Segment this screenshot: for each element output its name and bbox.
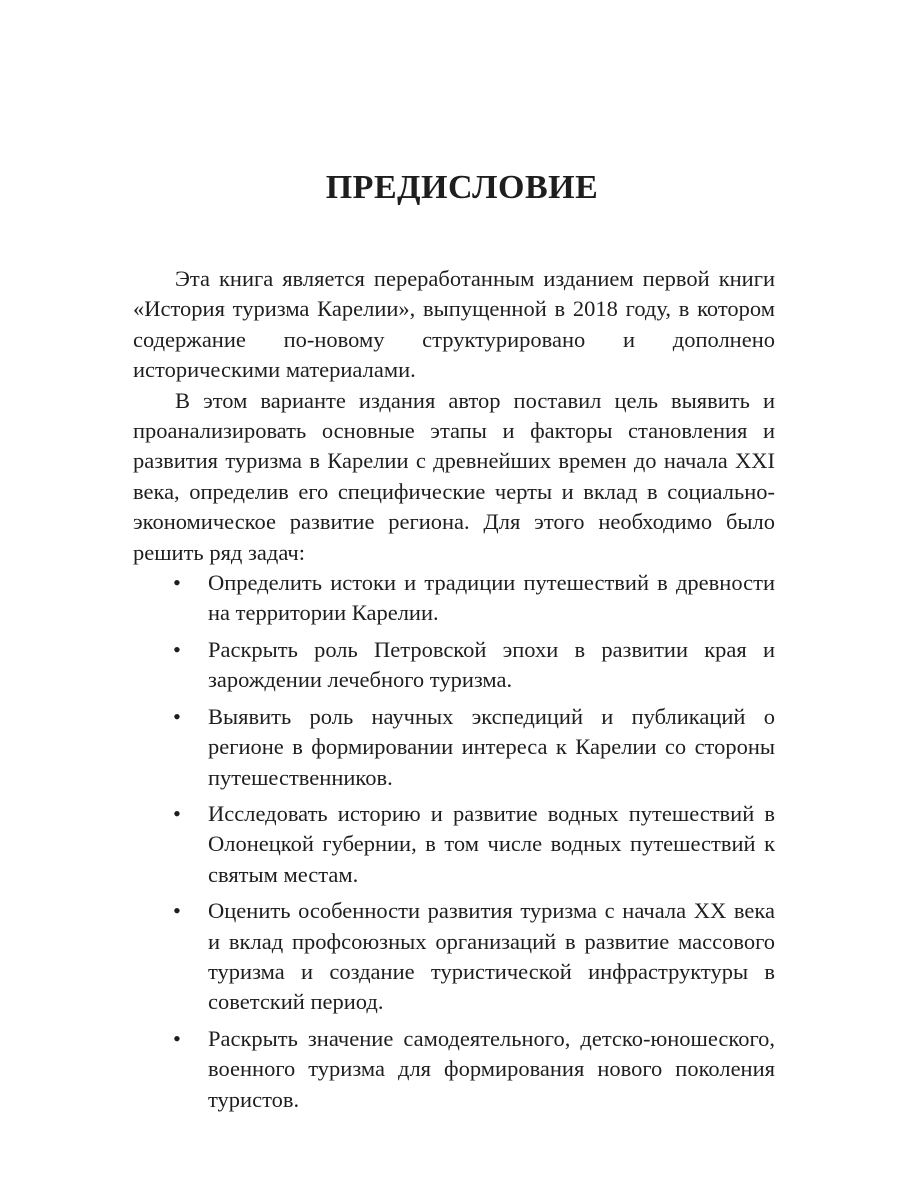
- list-item-text: Определить истоки и традиции путешествий в древности на территории Карелии.: [208, 570, 775, 626]
- list-item: [133, 799, 775, 890]
- bullet-icon: •: [173, 898, 181, 924]
- bullet-icon: •: [173, 800, 181, 826]
- list-item-text: Исследовать историю и развитие водных путешествий в Олонецкой губернии, в том числе водных путешествий к святым местам.: [208, 800, 775, 887]
- paragraph: Эта книга является переработанным изданием первой книги «История туризма Карелии», выпущенной в 2018 году, в котором содержание по-новому структурировано и дополнено историческими материалами.: [133, 266, 775, 383]
- list-item-text: Оценить особенности развития туризма с начала XX века и вклад профсоюзных организаций в развитие массового туризма и создание туристической инфраструктуры в советский период.: [208, 898, 775, 1015]
- bullet-icon: •: [173, 703, 181, 729]
- list-item: [133, 896, 775, 1018]
- bullet-icon: •: [173, 1025, 181, 1051]
- list-item: [133, 568, 775, 629]
- list-item-text: Раскрыть роль Петровской эпохи в развитии края и зарождении лечебного туризма.: [208, 636, 775, 693]
- page-title: ПРЕДИСЛОВИЕ: [325, 169, 599, 206]
- list-item: [133, 1024, 775, 1115]
- task-list: [133, 568, 775, 1115]
- list-item-text: Выявить роль научных экспедиций и публикаций о регионе в формировании интереса к Карелии со стороны путешественников.: [208, 703, 775, 790]
- preface-body: [133, 264, 775, 1115]
- bullet-icon: •: [173, 570, 181, 596]
- paragraph: В этом варианте издания автор поставил цель выявить и проанализировать основные этапы и факторы становления и развития туризма в Карелии с древнейших времен до начала XXI века, определив его специфические черты и вклад в социально-экономическое развитие региона. Для этого необходимо было решить ряд задач:: [133, 387, 775, 565]
- list-item: [133, 702, 775, 793]
- list-item: [133, 635, 775, 696]
- bullet-icon: •: [173, 636, 181, 662]
- list-item-text: Раскрыть значение самодеятельного, детско-юношеского, военного туризма для формирования нового поколения туристов.: [208, 1025, 775, 1112]
